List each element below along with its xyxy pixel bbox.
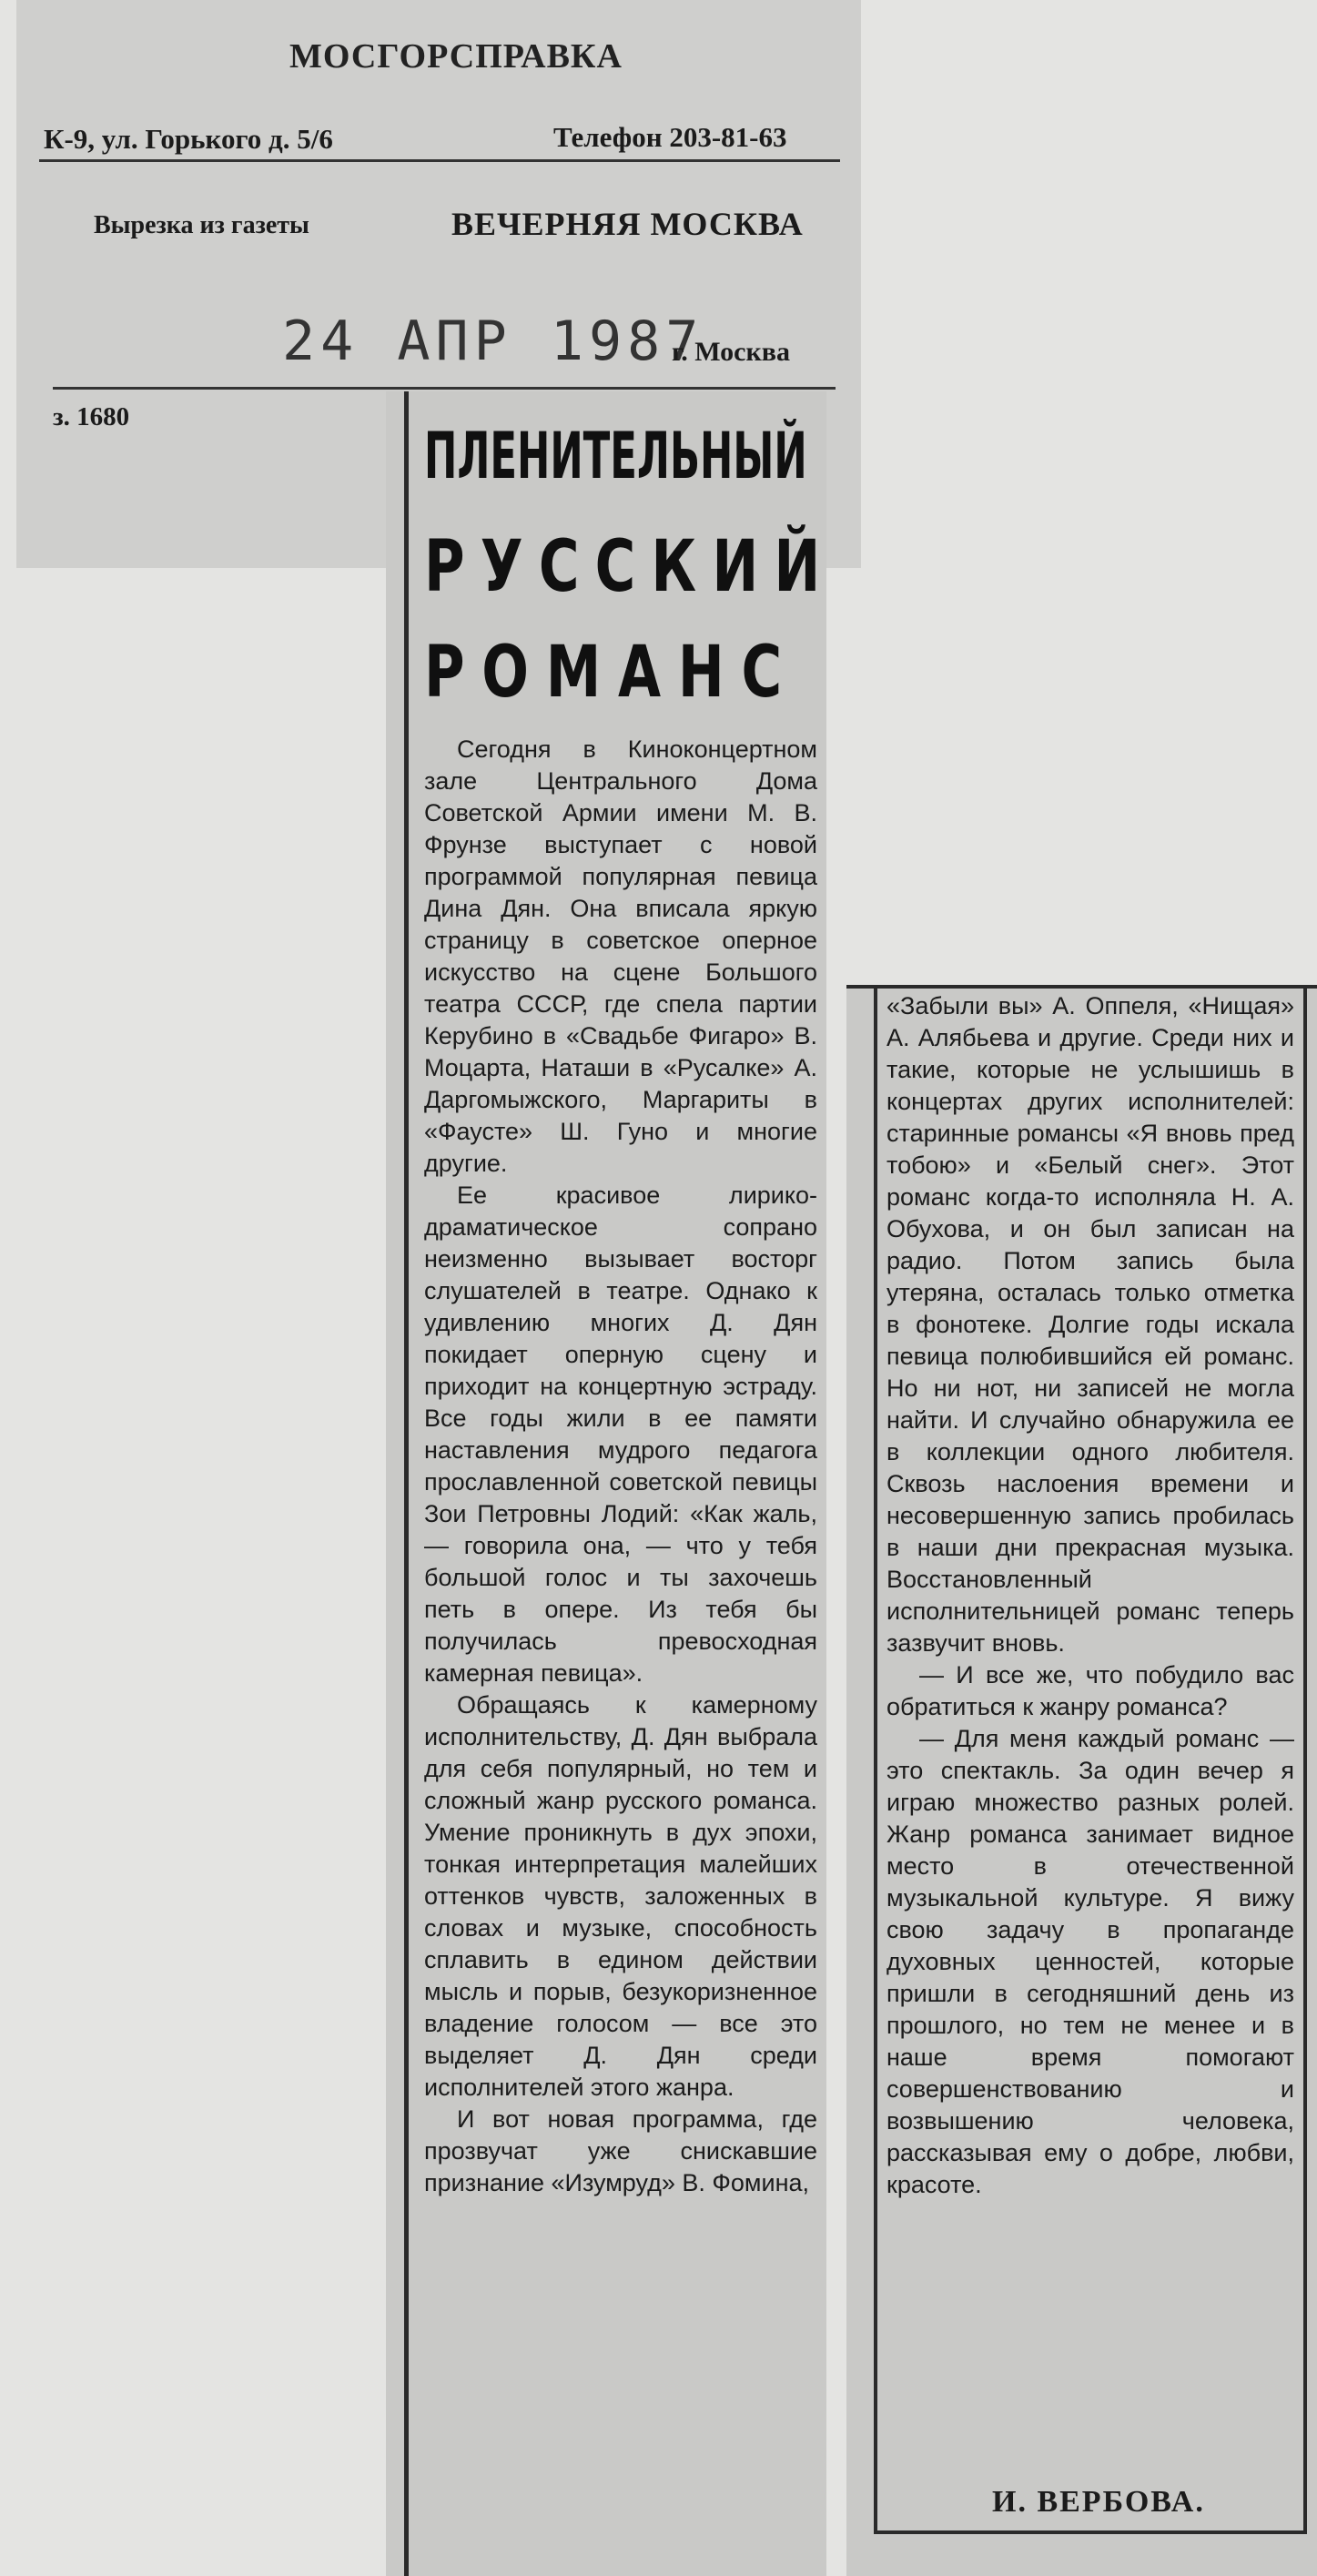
paragraph: Обращаясь к камерному исполнительству, Д. Дян выбрала для себя популярный, но тем и сложный жанр русского романса. Умение проникнуть в дух эпохи, тонкая интерпретация малейших оттенков чувств, заложенных в словах и музыке, способность сплавить в едином действии мысль и порыв, безукоризненное владение голосом — все это выделяет Д. Дян среди исполнителей этого жанра. bbox=[424, 1691, 817, 2101]
headline-line-3: РОМАНС bbox=[424, 632, 799, 714]
author-signature: И. ВЕРБОВА. bbox=[992, 2485, 1205, 2519]
border bbox=[874, 2530, 1307, 2534]
agency-address: К-9, ул. Горького д. 5/6 bbox=[44, 123, 333, 155]
article-column-1 bbox=[424, 734, 817, 2199]
divider bbox=[53, 387, 836, 390]
city-label: г. Москва bbox=[672, 337, 790, 367]
paragraph: Ее красивое лирико-драматическое сопрано неизменно вызывает восторг слушателей в театре. Однако к удивлению многих Д. Дян покидает оперную сцену и приходит на концертную эстраду. Все годы жили в ее памяти наставления мудрого педагога прославленной советской певицы Зои Петровны Лодий: «Как жаль, — говорила она, — что у тебя большой голос и ты захочешь петь в опере. Из тебя бы получилась превосходная камерная певица». bbox=[424, 1182, 817, 1687]
column-rule bbox=[404, 391, 409, 2576]
paragraph: «Забыли вы» А. Оппеля, «Нищая» А. Алябьева и другие. Среди них и такие, которые не услышишь в концертах других исполнителей: старинные романсы «Я вновь пред тобою» и «Белый снег». Этот романс когда-то исполняла Н. А. Обухова, и он был записан на радио. Потом запись была утеряна, осталась только отметка в фонотеке. Долгие годы искала певица полюбившийся ей романс. Но ни нот, ни записей не могла найти. И случайно обнаружила ее в коллекции одного любителя. Сквозь наслоения времени и несовершенную запись пробилась в наши дни прекрасная музыка. Восстановленный исполнительницей романс теперь зазвучит вновь. bbox=[886, 992, 1294, 1657]
article-column-2 bbox=[886, 990, 1294, 2201]
agency-name: МОСГОРСПРАВКА bbox=[289, 37, 623, 76]
headline-line-2: РУССКИЙ bbox=[424, 526, 836, 608]
headline-line-1: ПЛЕНИТЕЛЬНЫЙ bbox=[424, 419, 807, 493]
agency-phone: Телефон 203-81-63 bbox=[553, 121, 787, 153]
paragraph: — Для меня каждый романс — это спектакль. За один вечер я играю множество разных ролей. Жанр романса занимает видное место в отечественной музыкальной культуре. Я вижу свою задачу в пропаганде духовных ценностей, которые пришли в сегодняшний день из прошлого, но тем не менее и в наше время помогают совершенствованию и возвышению человека, рассказывая ему о добре, любви, красоте. bbox=[886, 1725, 1294, 2198]
border bbox=[846, 985, 1317, 989]
newspaper-name: ВЕЧЕРНЯЯ МОСКВА bbox=[451, 206, 804, 242]
border bbox=[874, 985, 877, 2532]
order-number: з. 1680 bbox=[53, 402, 130, 431]
paragraph: И вот новая программа, где прозвучат уже снискавшие признание «Изумруд» В. Фомина, bbox=[424, 2105, 817, 2196]
border bbox=[1303, 985, 1307, 2532]
cutting-label: Вырезка из газеты bbox=[94, 211, 309, 239]
paragraph: Сегодня в Киноконцертном зале Центрального Дома Советской Армии имени М. В. Фрунзе выступает с новой программой популярная певица Дина Дян. Она вписала яркую страницу в советское оперное искусство на сцене Большого театра СССР, где спела партии Керубино в «Свадьбе Фигаро» В. Моцарта, Наташи в «Русалке» А. Даргомыжского, Маргариты в «Фаусте» Ш. Гуно и многие другие. bbox=[424, 735, 817, 1177]
paragraph: — И все же, что побудило вас обратиться к жанру романса? bbox=[886, 1661, 1294, 1720]
date-stamp: 24 АПР 1987 bbox=[282, 309, 704, 373]
article-clipping-right bbox=[846, 985, 1317, 2576]
article-clipping-left bbox=[386, 391, 836, 2576]
divider bbox=[39, 159, 840, 162]
